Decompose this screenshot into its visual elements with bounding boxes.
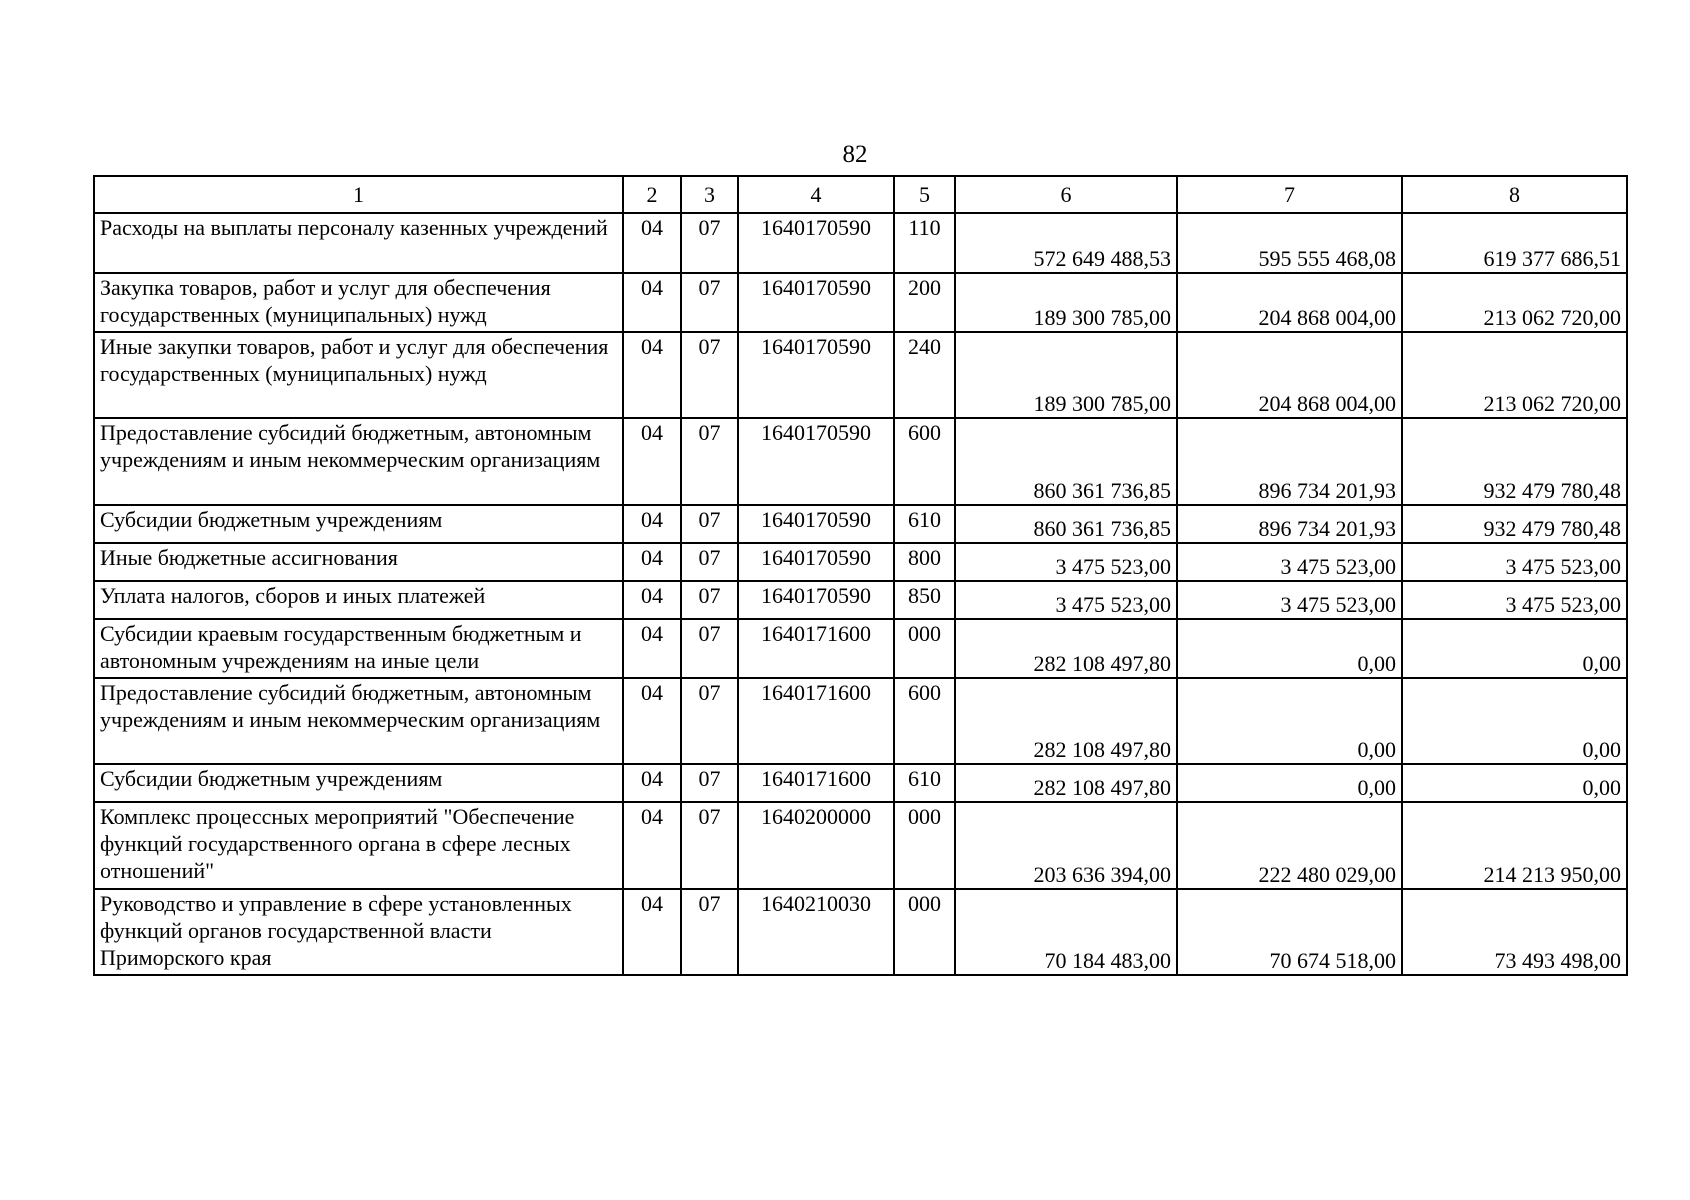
row-target-code: 1640200000 xyxy=(738,802,894,889)
row-name: Субсидии бюджетным учреждениям xyxy=(94,505,623,543)
header-cell-4: 4 xyxy=(738,176,894,213)
row-amount-col7: 222 480 029,00 xyxy=(1177,802,1402,889)
row-section: 04 xyxy=(623,581,681,619)
row-target-code: 1640170590 xyxy=(738,505,894,543)
table-header xyxy=(94,176,1627,213)
row-name: Комплекс процессных мероприятий "Обеспечение функций государственного органа в сфере лесных отношений" xyxy=(94,802,623,889)
row-amount-col7: 3 475 523,00 xyxy=(1177,543,1402,581)
row-subsection: 07 xyxy=(681,764,738,802)
row-amount-col8: 0,00 xyxy=(1402,678,1627,764)
row-subsection: 07 xyxy=(681,619,738,678)
row-amount-col8: 932 479 780,48 xyxy=(1402,505,1627,543)
row-amount-col6: 189 300 785,00 xyxy=(955,273,1177,332)
row-amount-col7: 3 475 523,00 xyxy=(1177,581,1402,619)
row-target-code: 1640170590 xyxy=(738,543,894,581)
row-amount-col6: 282 108 497,80 xyxy=(955,678,1177,764)
row-amount-col6: 282 108 497,80 xyxy=(955,619,1177,678)
table-row xyxy=(94,505,1627,543)
row-name: Закупка товаров, работ и услуг для обеспечения государственных (муниципальных) нужд xyxy=(94,273,623,332)
row-name: Уплата налогов, сборов и иных платежей xyxy=(94,581,623,619)
row-expense-type: 200 xyxy=(894,273,955,332)
header-row xyxy=(94,176,1627,213)
row-expense-type: 000 xyxy=(894,889,955,975)
row-amount-col6: 189 300 785,00 xyxy=(955,332,1177,418)
row-subsection: 07 xyxy=(681,505,738,543)
row-amount-col7: 896 734 201,93 xyxy=(1177,505,1402,543)
table-row xyxy=(94,619,1627,678)
row-amount-col8: 214 213 950,00 xyxy=(1402,802,1627,889)
row-amount-col7: 0,00 xyxy=(1177,678,1402,764)
page-number: 82 xyxy=(842,141,868,168)
row-target-code: 1640171600 xyxy=(738,678,894,764)
row-amount-col7: 896 734 201,93 xyxy=(1177,418,1402,505)
row-subsection: 07 xyxy=(681,889,738,975)
row-target-code: 1640170590 xyxy=(738,213,894,273)
row-amount-col6: 860 361 736,85 xyxy=(955,505,1177,543)
row-section: 04 xyxy=(623,678,681,764)
row-target-code: 1640210030 xyxy=(738,889,894,975)
row-amount-col8: 73 493 498,00 xyxy=(1402,889,1627,975)
row-name: Иные бюджетные ассигнования xyxy=(94,543,623,581)
row-amount-col8: 3 475 523,00 xyxy=(1402,543,1627,581)
row-name: Руководство и управление в сфере установленных функций органов государственной власти Приморского края xyxy=(94,889,623,975)
row-expense-type: 600 xyxy=(894,678,955,764)
row-name: Расходы на выплаты персоналу казенных учреждений xyxy=(94,213,623,273)
row-expense-type: 610 xyxy=(894,505,955,543)
row-amount-col8: 0,00 xyxy=(1402,619,1627,678)
row-section: 04 xyxy=(623,543,681,581)
row-target-code: 1640171600 xyxy=(738,764,894,802)
table-row xyxy=(94,273,1627,332)
row-subsection: 07 xyxy=(681,213,738,273)
row-amount-col7: 204 868 004,00 xyxy=(1177,332,1402,418)
row-amount-col7: 204 868 004,00 xyxy=(1177,273,1402,332)
row-expense-type: 850 xyxy=(894,581,955,619)
header-cell-8: 8 xyxy=(1402,176,1627,213)
table-body xyxy=(94,213,1627,975)
row-amount-col6: 860 361 736,85 xyxy=(955,418,1177,505)
row-section: 04 xyxy=(623,802,681,889)
row-section: 04 xyxy=(623,889,681,975)
header-cell-2: 2 xyxy=(623,176,681,213)
row-expense-type: 800 xyxy=(894,543,955,581)
budget-table xyxy=(93,175,1628,976)
table-row xyxy=(94,418,1627,505)
row-amount-col6: 282 108 497,80 xyxy=(955,764,1177,802)
row-subsection: 07 xyxy=(681,273,738,332)
row-target-code: 1640170590 xyxy=(738,273,894,332)
row-name: Предоставление субсидий бюджетным, автономным учреждениям и иным некоммерческим организациям xyxy=(94,418,623,505)
table-row xyxy=(94,213,1627,273)
row-amount-col8: 3 475 523,00 xyxy=(1402,581,1627,619)
row-name: Субсидии краевым государственным бюджетным и автономным учреждениям на иные цели xyxy=(94,619,623,678)
row-subsection: 07 xyxy=(681,332,738,418)
header-cell-6: 6 xyxy=(955,176,1177,213)
table-row xyxy=(94,764,1627,802)
row-name: Иные закупки товаров, работ и услуг для обеспечения государственных (муниципальных) нужд xyxy=(94,332,623,418)
row-amount-col8: 213 062 720,00 xyxy=(1402,273,1627,332)
row-amount-col6: 3 475 523,00 xyxy=(955,543,1177,581)
table-row xyxy=(94,802,1627,889)
row-expense-type: 240 xyxy=(894,332,955,418)
row-amount-col8: 932 479 780,48 xyxy=(1402,418,1627,505)
row-section: 04 xyxy=(623,764,681,802)
row-name: Субсидии бюджетным учреждениям xyxy=(94,764,623,802)
row-amount-col8: 213 062 720,00 xyxy=(1402,332,1627,418)
row-target-code: 1640170590 xyxy=(738,418,894,505)
table-row xyxy=(94,581,1627,619)
table-row xyxy=(94,332,1627,418)
row-section: 04 xyxy=(623,213,681,273)
table-row xyxy=(94,678,1627,764)
row-amount-col7: 70 674 518,00 xyxy=(1177,889,1402,975)
row-target-code: 1640171600 xyxy=(738,619,894,678)
row-subsection: 07 xyxy=(681,418,738,505)
header-cell-3: 3 xyxy=(681,176,738,213)
row-section: 04 xyxy=(623,332,681,418)
row-amount-col7: 0,00 xyxy=(1177,764,1402,802)
row-expense-type: 110 xyxy=(894,213,955,273)
row-amount-col6: 3 475 523,00 xyxy=(955,581,1177,619)
row-name: Предоставление субсидий бюджетным, автономным учреждениям и иным некоммерческим организациям xyxy=(94,678,623,764)
row-target-code: 1640170590 xyxy=(738,581,894,619)
row-subsection: 07 xyxy=(681,581,738,619)
row-amount-col7: 595 555 468,08 xyxy=(1177,213,1402,273)
row-section: 04 xyxy=(623,418,681,505)
row-subsection: 07 xyxy=(681,678,738,764)
row-expense-type: 610 xyxy=(894,764,955,802)
row-amount-col6: 70 184 483,00 xyxy=(955,889,1177,975)
row-amount-col8: 0,00 xyxy=(1402,764,1627,802)
row-amount-col7: 0,00 xyxy=(1177,619,1402,678)
row-section: 04 xyxy=(623,273,681,332)
row-amount-col6: 203 636 394,00 xyxy=(955,802,1177,889)
row-expense-type: 600 xyxy=(894,418,955,505)
header-cell-5: 5 xyxy=(894,176,955,213)
header-cell-7: 7 xyxy=(1177,176,1402,213)
row-expense-type: 000 xyxy=(894,802,955,889)
row-target-code: 1640170590 xyxy=(738,332,894,418)
row-expense-type: 000 xyxy=(894,619,955,678)
row-subsection: 07 xyxy=(681,543,738,581)
row-amount-col8: 619 377 686,51 xyxy=(1402,213,1627,273)
table-row xyxy=(94,889,1627,975)
row-amount-col6: 572 649 488,53 xyxy=(955,213,1177,273)
header-cell-1: 1 xyxy=(94,176,623,213)
table-row xyxy=(94,543,1627,581)
row-section: 04 xyxy=(623,505,681,543)
row-subsection: 07 xyxy=(681,802,738,889)
row-section: 04 xyxy=(623,619,681,678)
